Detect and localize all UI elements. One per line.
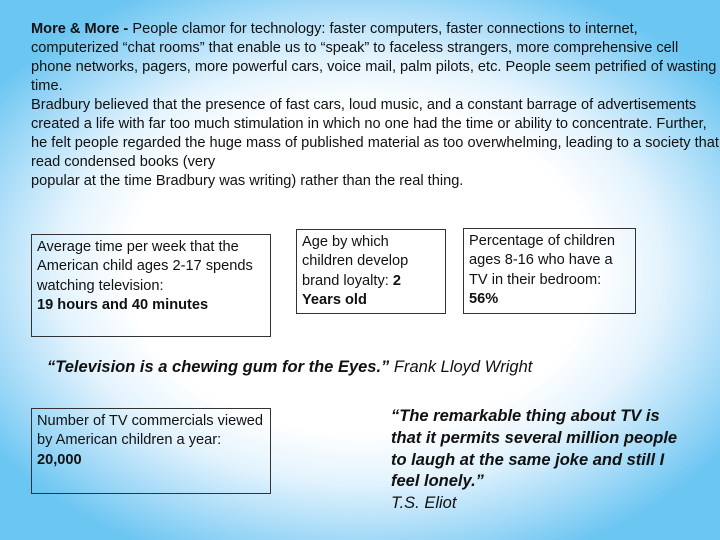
quote-author: T.S. Eliot	[391, 494, 457, 513]
fact-box-tv-hours	[31, 234, 271, 337]
quote-author: Frank Lloyd Wright	[393, 358, 533, 376]
intro-paragraph	[31, 20, 720, 191]
quote-wright	[47, 358, 532, 377]
intro-lead: More & More -	[31, 21, 129, 37]
fact-label: Age by which children develop brand loyalty:	[302, 234, 409, 289]
fact-box-brand-loyalty	[296, 229, 446, 314]
fact-box-bedroom-tv	[463, 228, 636, 314]
intro-text-1: People clamor for technology: faster computers, faster connections to internet, computerized “chat rooms” that enable us to “speak” to faceless strangers, more comprehensive cell phone networks, pagers, more powerful cars, voice mail, palm pilots, etc. People seem petrified of wasting time.	[31, 21, 717, 94]
intro-text-2: Bradbury believed that the presence of fast cars, loud music, and a constant barrage of advertisements created a life with far too much stimulation in which no one had the time or ability to concentrate. Further, he felt people regarded the huge mass of published material as too overwhelming, leading to a society that read condensed books (very	[31, 97, 719, 170]
quote-text: “Television is a chewing gum for the Eyes.”	[47, 358, 390, 376]
fact-label: Average time per week that the American child ages 2-17 spends watching television:	[37, 239, 253, 294]
fact-value: 56%	[469, 290, 499, 307]
fact-label: Percentage of children ages 8-16 who have a TV in their bedroom:	[469, 233, 616, 288]
fact-value: 2 Years old	[302, 272, 401, 308]
fact-label: Number of TV commercials viewed by American children a year:	[37, 413, 264, 449]
fact-box-commercials	[31, 408, 271, 494]
quote-text: “The remarkable thing about TV is that it permits several million people to laugh at the same joke and still I feel lonely.”	[391, 407, 678, 491]
intro-text-3: popular at the time Bradbury was writing) rather than the real thing.	[31, 173, 464, 189]
quote-eliot	[391, 406, 691, 515]
fact-value: 20,000	[37, 451, 82, 468]
fact-value: 19 hours and 40 minutes	[37, 296, 209, 313]
